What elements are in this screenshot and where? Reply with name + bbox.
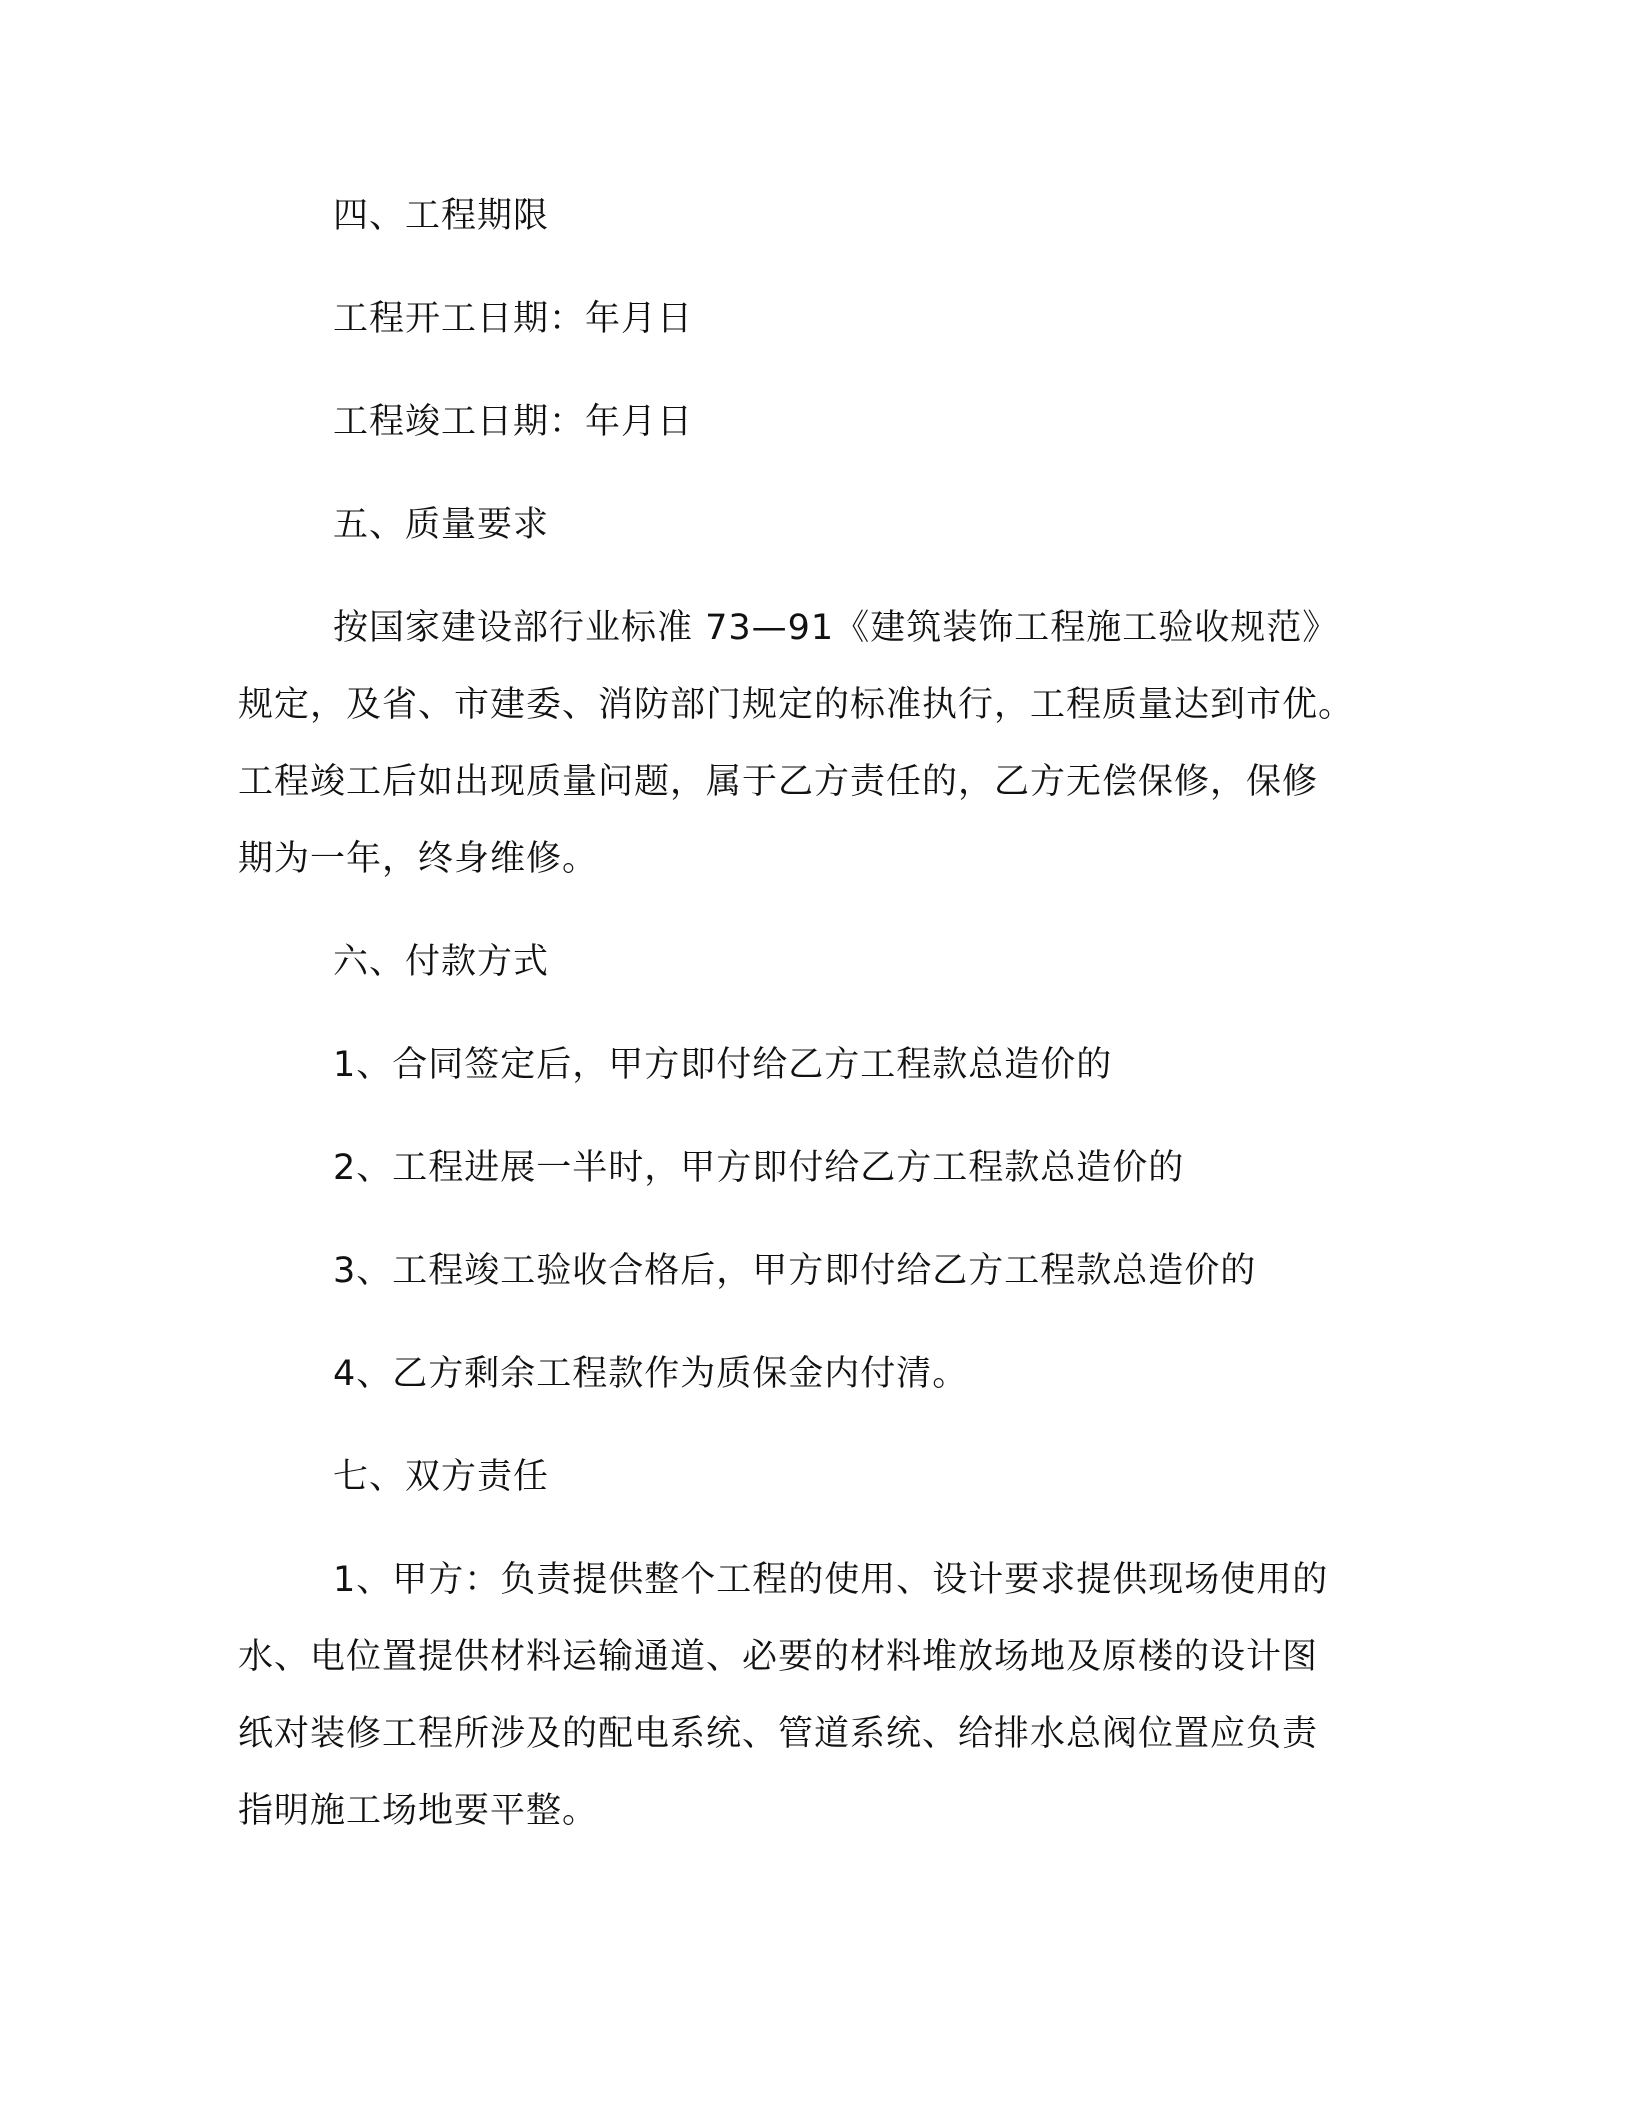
quality-paragraph-line-2: 规定，及省、市建委、消防部门规定的标准执行，工程质量达到市优。 [238, 685, 1355, 725]
responsibility-paragraph-line-1: 1、甲方：负责提供整个工程的使用、设计要求提供现场使用的 [333, 1560, 1329, 1600]
section-heading-responsibilities: 七、双方责任 [333, 1457, 550, 1497]
section-heading-quality: 五、质量要求 [333, 505, 550, 545]
section-heading-duration: 四、工程期限 [333, 196, 550, 236]
responsibility-paragraph-line-3: 纸对装修工程所涉及的配电系统、管道系统、给排水总阀位置应负责 [238, 1714, 1319, 1754]
quality-paragraph-line-4: 期为一年，终身维修。 [238, 839, 599, 879]
payment-item-1: 1、合同签定后，甲方即付给乙方工程款总造价的 [333, 1045, 1113, 1085]
start-date-line: 工程开工日期：年月日 [333, 299, 694, 339]
completion-date-line: 工程竣工日期：年月日 [333, 402, 694, 442]
payment-item-4: 4、乙方剩余工程款作为质保金内付清。 [333, 1354, 969, 1394]
quality-paragraph-line-3: 工程竣工后如出现质量问题，属于乙方责任的，乙方无偿保修，保修 [238, 762, 1319, 802]
section-heading-payment: 六、付款方式 [333, 942, 550, 982]
quality-paragraph-line-1: 按国家建设部行业标准 73—91《建筑装饰工程施工验收规范》 [333, 608, 1339, 648]
responsibility-paragraph-line-4: 指明施工场地要平整。 [238, 1791, 599, 1831]
responsibility-paragraph-line-2: 水、电位置提供材料运输通道、必要的材料堆放场地及原楼的设计图 [238, 1637, 1319, 1677]
payment-item-2: 2、工程进展一半时，甲方即付给乙方工程款总造价的 [333, 1148, 1185, 1188]
payment-item-3: 3、工程竣工验收合格后，甲方即付给乙方工程款总造价的 [333, 1251, 1257, 1291]
